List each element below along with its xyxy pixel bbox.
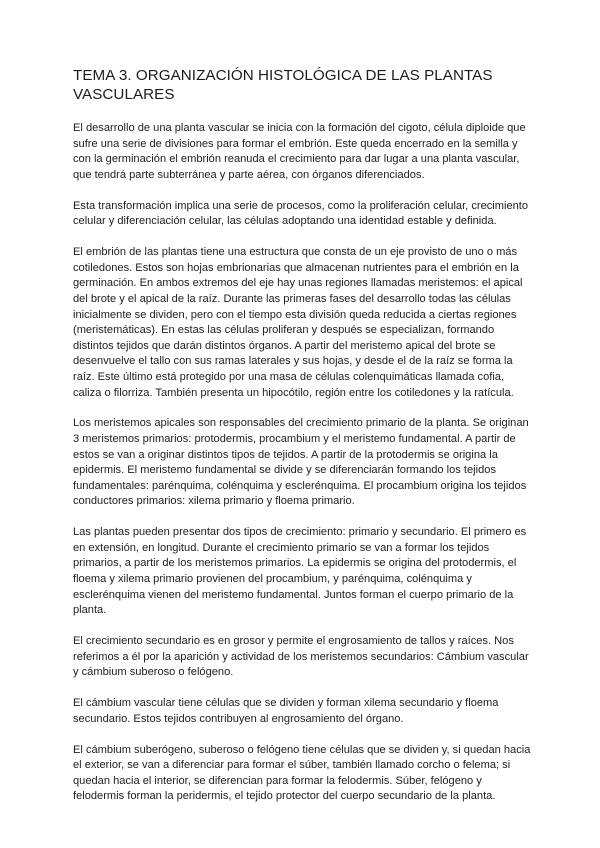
page-title: TEMA 3. ORGANIZACIÓN HISTOLÓGICA DE LAS PLANTAS VASCULARES <box>73 67 493 103</box>
document-page <box>73 66 531 820</box>
paragraph-embryo-structure: El embrión de las plantas tiene una estructura que consta de un eje provisto de uno o más cotiledones. Estos son hojas embrionarias que almacenan nutrientes para el embrión en la germinación. En ambos extremos del eje hay unas regiones llamadas meristemos: el apical del brote y el apical de la raíz. Durante las primeras fases del desarrollo todas las células inicialmente se dividen, pero con el tiempo esta división queda reducida a ciertas regiones (meristemáticas). En estas las células proliferan y después se especializan, formando distintos tejidos que darán distintos órganos. A partir del meristemo apical del brote se desenvuelve el tallo con sus ramas laterales y sus hojas, y desde el de la raíz se forma la raíz. Este último está protegido por una masa de células colenquimáticas llamada cofia, caliza o filorriza. También presenta un hipocótilo, región entre los cotiledones y la ratícula. <box>73 246 523 399</box>
paragraph-transformation: Esta transformación implica una serie de procesos, como la proliferación celular, crecimiento celular y diferenciación celular, las células adoptando una identidad estable y definida. <box>73 199 529 228</box>
paragraph-apical-meristems: Los meristemos apicales son responsables del crecimiento primario de la planta. Se originan 3 meristemos primarios: protodermis, procambium y el meristemo fundamental. A partir de estos se van a originar distintos tipos de tejidos. A partir de la protodermis se origina la epidermis. El meristemo fundamental se divide y se diferenciarán formando los tejidos fundamentales: parénquima, colénquima y esclerénquima. El procambium origina los tejidos conductores primarios: xilema primario y floema primario. <box>73 417 529 508</box>
paragraph-growth-types: Las plantas pueden presentar dos tipos de crecimiento: primario y secundario. El primero es en extensión, en longitud. Durante el crecimiento primario se van a formar los tejidos primarios, a partir de los meristemos primarios. La epidermis se origina del protodermis, el floema y xilema primario provienen del procambium, y parénquima, colénquima y esclerénquima vienen del meristemo fundamental. Juntos forman el cuerpo primario de la planta. <box>73 526 527 617</box>
paragraph-development-intro: El desarrollo de una planta vascular se inicia con la formación del cigoto, célula diploide que sufre una serie de divisiones para formar el embrión. Este queda encerrado en la semilla y con la germinación el embrión reanuda el crecimiento para dar lugar a una planta vascular, que tendrá parte subterránea y parte aérea, con órganos diferenciados. <box>73 122 526 181</box>
paragraph-vascular-cambium: El cámbium vascular tiene células que se dividen y forman xilema secundario y floema secundario. Estos tejidos contribuyen al engrosamiento del órgano. <box>73 697 499 725</box>
paragraph-secondary-growth: El crecimiento secundario es en grosor y permite el engrosamiento de tallos y raíces. Nos referimos a él por la aparición y actividad de los meristemos secundarios: Cámbium vascular y cámbium suberoso o felógeno. <box>73 635 529 679</box>
paragraph-cork-cambium: El cámbium suberógeno, suberoso o felógeno tiene células que se dividen y, si quedan hacia el exterior, se van a diferenciar para formar el súber, también llamado corcho o felema; si quedan hacia el interior, se diferencian para formar la felodermis. Súber, felógeno y felodermis forman la peridermis, el tejido protector del cuerpo secundario de la planta. <box>73 743 531 803</box>
